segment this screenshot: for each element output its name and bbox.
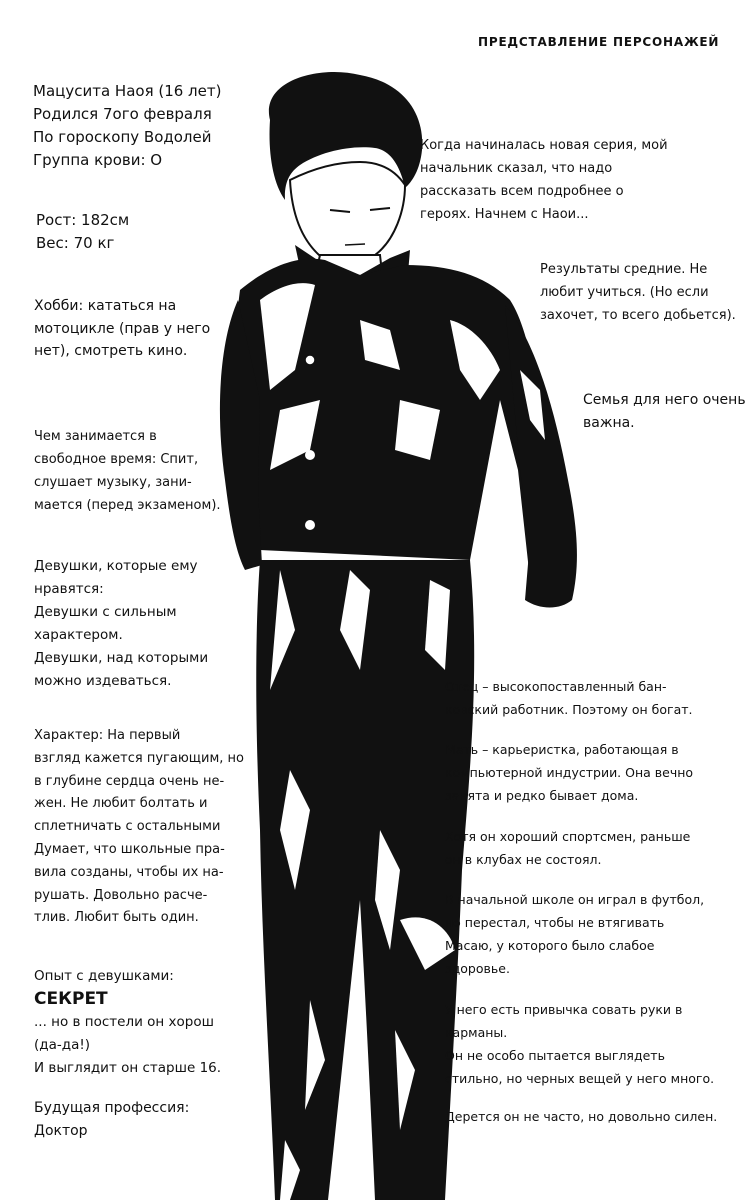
mother-text: Мать – карьеристка, работающая в компьютерной индустрии. Она вечно занята и редко бывает дома. [445, 742, 694, 803]
girls-text: Девушки, которые ему нравятся: Девушки с сильным характером. Девушки, над которыми можно издеваться. [34, 558, 209, 689]
football-text: В начальной школе он играл в футбол, но перестал, чтобы не втягивать Масаю, у которого было слабое здоровье. [445, 892, 705, 976]
jacket-button [305, 450, 315, 460]
hobbies-text: Хобби: кататься на мотоцикле (прав у него нет), смотреть кино. [34, 298, 211, 359]
face [290, 162, 405, 265]
future-profession-text: Будущая профессия: Доктор [34, 1100, 190, 1139]
family-text: Семья для него очень важна. [583, 392, 746, 431]
jacket-button [305, 355, 315, 365]
experience-secret: СЕКРЕТ [34, 989, 108, 1009]
free-time-text: Чем занимается в свободное время: Спит, слушает музыку, зани- мается (перед экзаменом). [34, 429, 221, 513]
intro-text: Когда начиналась новая серия, мой начальник сказал, что надо рассказать всем подробнее о героях. Начнем с Наои... [420, 138, 668, 222]
father-text: Отец – высокопоставленный бан- ковский работник. Поэтому он богат. [445, 679, 693, 717]
jacket-button [305, 520, 315, 530]
fights-text: Дерется он не часто, но довольно силен. [445, 1109, 718, 1124]
character-text: Характер: На первый взгляд кажется пугающим, но в глубине сердца очень не- жен. Не любит болтать и сплетничать с остальными Думает, что школьные пра- вила созданы, чтобы их на- рушать. Довольно расче- тлив. Любит быть один. [34, 728, 245, 926]
grades-text: Результаты средние. Не любит учиться. (Но если захочет, то всего добьется). [540, 262, 736, 323]
height-weight-text: Рост: 182см Вес: 70 кг [36, 211, 130, 252]
page-title: ПРЕДСТАВЛЕНИЕ ПЕРСОНАЖЕЙ [478, 35, 720, 49]
experience-rest: ... но в постели он хорош (да-да!) И выглядит он старше 16. [34, 1014, 222, 1076]
sport-text: Хотя он хороший спортсмен, раньше он в клубах не состоял. [445, 829, 691, 867]
profile-text: Мацусита Наоя (16 лет) Родился 7ого февраля По гороскопу Водолей Группа крови: О [33, 82, 222, 169]
experience-label: Опыт с девушками: [34, 968, 174, 984]
habit-text: У него есть привычка совать руки в карманы. Он не особо пытается выглядеть стильно, но черных вещей у него много. [445, 1002, 715, 1086]
